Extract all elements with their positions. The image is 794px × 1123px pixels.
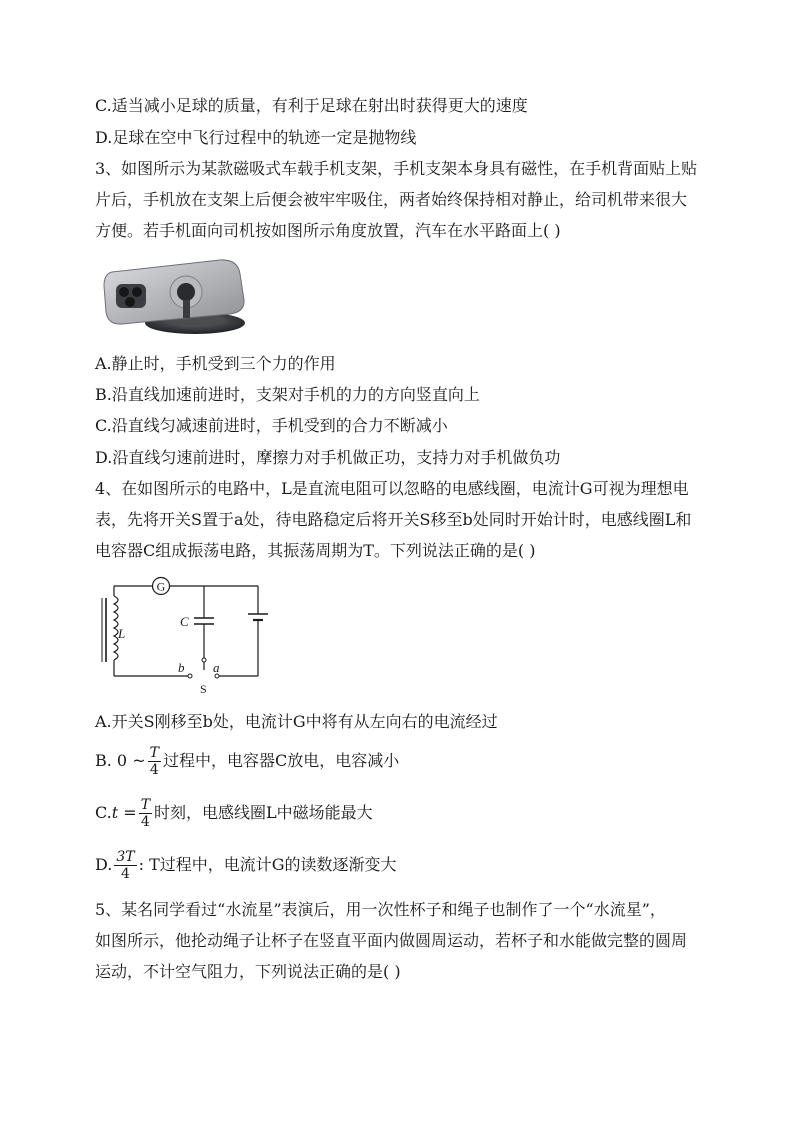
question-5-line-3: 运动，不计空气阻力，下列说法正确的是( ) [95, 962, 401, 981]
inductor-label: L [118, 626, 126, 641]
question-4-option-b: B. 0 ~ $\frac{T}{4}$ 过程中，电容器C放电，电容减小 [95, 745, 400, 778]
question-4-line-2: 表，先将开关S置于a处，待电路稳定后将开关S移至b处同时开始计时，电感线圈L和 [95, 510, 692, 529]
terminal-a-label: a [213, 660, 220, 675]
question-5-line-1: 5、某名同学看过“水流星”表演后，用一次性杯子和绳子也制作了一个“水流星”， [95, 900, 666, 919]
lc-circuit-diagram [96, 574, 276, 698]
question-4-line-3: 电容器C组成振荡电路，其振荡周期为T。下列说法正确的是( ) [95, 541, 536, 560]
question-3-line-1: 3、如图所示为某款磁吸式车载手机支架，手机支架本身具有磁性，在手机背面贴上贴 [95, 159, 698, 178]
question-4-option-c: C.t = $\frac{T}{4}$ 时刻，电感线圈L中磁场能最大 [95, 797, 373, 830]
question-4-option-d: D. $\frac{3T}{4}$ : T过程中，电流计G的读数逐渐变大 [95, 849, 397, 882]
question-3-line-2: 片后，手机放在支架上后便会被牢牢吸住，两者始终保持相对静止，给司机带来很大 [95, 190, 688, 209]
galvanometer-label: G [156, 579, 166, 594]
fraction-3t-over-4: $\frac{3T}{4}$ [116, 849, 135, 882]
phone-holder-image [100, 254, 250, 339]
capacitor-label: C [180, 614, 189, 629]
terminal-b-label: b [178, 660, 185, 675]
option-d-q2: D.足球在空中飞行过程中的轨迹一定是抛物线 [95, 128, 417, 147]
question-3-option-b: B.沿直线加速前进时，支架对手机的力的方向竖直向上 [95, 385, 480, 404]
question-3-line-3: 方便。若手机面向司机按如图所示角度放置，汽车在水平路面上( ) [95, 221, 561, 240]
question-4-line-1: 4、在如图所示的电路中，L是直流电阻可以忽略的电感线圈，电流计G可视为理想电 [95, 479, 689, 498]
question-3-option-a: A.静止时，手机受到三个力的作用 [95, 354, 336, 373]
question-5-line-2: 如图所示，他抡动绳子让杯子在竖直平面内做圆周运动，若杯子和水能做完整的圆周 [95, 931, 688, 950]
switch-label: S [200, 682, 207, 696]
fraction-t-over-4: $\frac{T}{4}$ [140, 797, 151, 830]
option-c-q2: C.适当减小足球的质量，有利于足球在射出时获得更大的速度 [95, 96, 528, 115]
question-3-option-d: D.沿直线匀速前进时，摩擦力对手机做正功，支持力对手机做负功 [95, 448, 561, 467]
question-3-option-c: C.沿直线匀减速前进时，手机受到的合力不断减小 [95, 416, 448, 435]
fraction-t-over-4: $\frac{T}{4}$ [149, 745, 159, 778]
question-4-option-a: A.开关S刚移至b处，电流计G中将有从左向右的电流经过 [95, 712, 498, 731]
